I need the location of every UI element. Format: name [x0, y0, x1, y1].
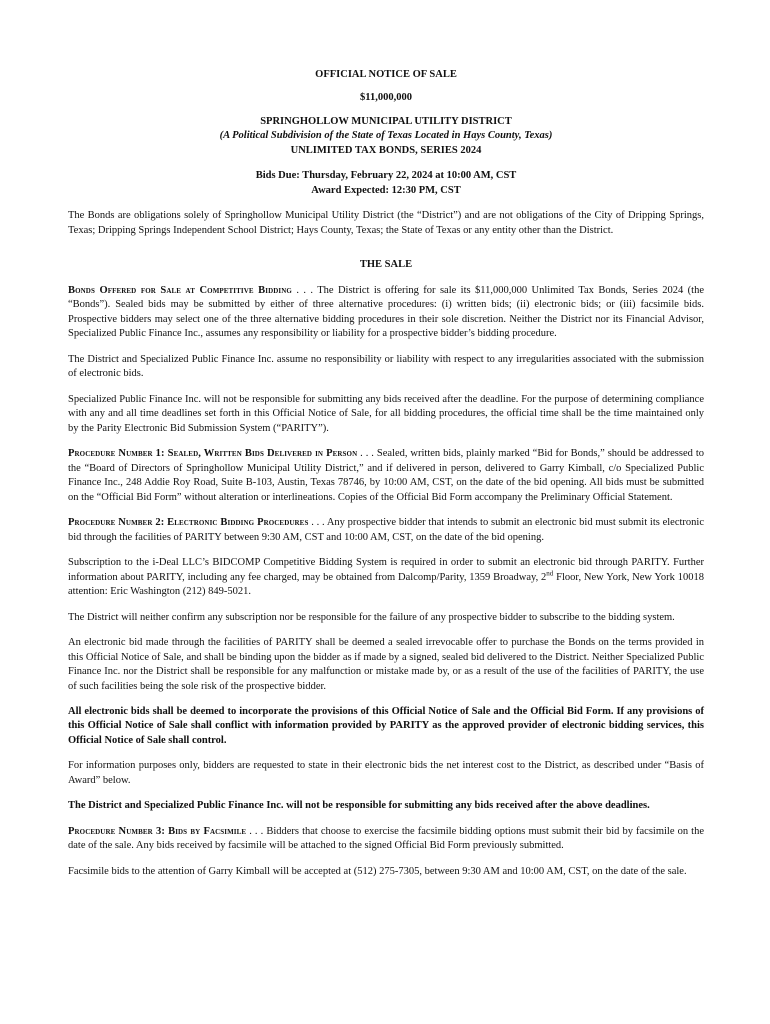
- paragraph-text: . . . Sealed, written bids, plainly marked “Bid for Bonds,” should be addressed to the “Board of Directors of Springhollow Municipal Utility District,” and if delivered in person, delivered to Garry Kimball, c/o Specialized Public Finance Inc., 248 Addie Roy Road, Suite B-103, Austin, Texas 78746, by 10:00 AM, CST, on the date of the bid opening. All bids must be submitted on the “Official Bid Form” without alteration or interlineations. Copies of the Official Bid Form accompany the Preliminary Official Statement.: [68, 448, 704, 503]
- issuer-subtitle: (A Political Subdivision of the State of Texas Located in Hays County, Texas): [219, 130, 553, 142]
- issuer-name: SPRINGHOLLOW MUNICIPAL UTILITY DISTRICT: [260, 115, 512, 127]
- paragraph-text: . . . The District is offering for sale its $11,000,000 Unlimited Tax Bonds, Series 2024 (the “Bonds”). Sealed bids may be submitted by either of three alternative procedures: (i) written bids; (ii) electronic bids; or (iii) facsimile bids. Prospective bidders may select one of the three alternative bidding procedures in their sole discretion. Neither the District nor its Financial Advisor, Specialized Public Finance Inc., assumes any responsibility or liability for a prospective bidder’s bidding procedure.: [68, 284, 704, 340]
- paragraph-subscription-confirm: The District will neither confirm any subscription nor be responsible for the failure of any prospective bidder to subscribe to the bidding system.: [68, 611, 675, 623]
- paragraph-heading: Bonds Offered for Sale at Competitive Bidding: [68, 284, 292, 296]
- paragraph-procedure-2: [68, 516, 704, 545]
- notice-title: OFFICIAL NOTICE OF SALE: [315, 69, 457, 80]
- section-heading-the-sale: THE SALE: [359, 259, 413, 271]
- intro-paragraph: The Bonds are obligations solely of Springhollow Municipal Utility District (the “District”) and are not obligations of the City of Dripping Springs, Texas; Dripping Springs Independent School District; Hays County, Texas; the State of Texas or any entity other than the District.: [68, 210, 704, 236]
- paragraph-incorporate-provisions: All electronic bids shall be deemed to incorporate the provisions of this Official Notice of Sale and the Official Bid Form. If any provisions of this Official Notice of Sale shall conflict with information provided by PARITY as the approved provider of electronic bidding services, this Official Notice of Sale shall control.: [68, 705, 704, 746]
- paragraph-information-purposes: For information purposes only, bidders are requested to state in their electronic bids the net interest cost to the District, as described under “Basis of Award” below.: [68, 760, 704, 786]
- ordinal-superscript: nd: [546, 569, 554, 578]
- paragraph-text: . . . Any prospective bidder that intends to submit an electronic bid must submit its electronic bid through the facilities of PARITY between 9:30 AM, CST and 10:00 AM, CST, on the date of the bid opening.: [68, 517, 704, 543]
- paragraph-subscription: [68, 556, 704, 599]
- paragraph-procedure-3: [68, 825, 704, 854]
- bond-amount: $11,000,000: [360, 92, 412, 104]
- paragraph-not-responsible: The District and Specialized Public Finance Inc. will not be responsible for submitting any bids received after the above deadlines.: [68, 800, 650, 812]
- paragraph-facsimile: Facsimile bids to the attention of Garry Kimball will be accepted at (512) 275-7305, between 9:30 AM and 10:00 AM, CST, on the date of the sale.: [68, 865, 687, 877]
- paragraph-responsibility: The District and Specialized Public Finance Inc. assume no responsibility or liability with respect to any irregularities associated with the submission of electronic bids.: [68, 353, 704, 380]
- paragraph-deadline: Specialized Public Finance Inc. will not be responsible for submitting any bids received after the deadline. For the purpose of determining compliance with any and all time deadlines set forth in this Official Notice of Sale, for all bidding procedures, the official time shall be the time maintained only by the Parity Electronic Bid Submission System (“PARITY”).: [68, 393, 704, 434]
- paragraph-bonds-offered: [68, 284, 704, 342]
- bids-due: Bids Due: Thursday, February 22, 2024 at 10:00 AM, CST: [255, 170, 517, 182]
- bond-series: UNLIMITED TAX BONDS, SERIES 2024: [290, 144, 482, 156]
- paragraph-electronic-bid: An electronic bid made through the facilities of PARITY shall be deemed a sealed irrevocable offer to purchase the Bonds on the terms provided in this Official Notice of Sale, and shall be binding upon the bidder as if made by a signed, sealed bid delivered to the District. Neither Specialized Public Finance Inc. nor the District shall be responsible for any malfunction or mistake made by, or as a result of the use of the facilities of PARITY, the use of such facilities being the sole risk of the prospective bidder.: [68, 637, 704, 692]
- paragraph-text: Subscription to the i-Deal LLC’s BIDCOMP Competitive Bidding System is required in order to submit an electronic bid through PARITY. Further information about PARITY, including any fee charged, may be obtained from Dalcomp/Parity, 1359 Broadway, 2: [68, 557, 704, 583]
- paragraph-heading: Procedure Number 1: Sealed, Written Bids Delivered in Person: [68, 448, 358, 460]
- paragraph-text: Floor, New York, New York 10018 attention: Eric Washington (212) 849-5021.: [68, 571, 704, 598]
- award-expected: Award Expected: 12:30 PM, CST: [311, 184, 461, 196]
- paragraph-procedure-1: [68, 447, 704, 505]
- paragraph-heading: Procedure Number 2: Electronic Bidding Procedures: [68, 517, 309, 529]
- paragraph-text: . . . Bidders that choose to exercise the facsimile bidding options must submit their bid by facsimile on the date of the sale. Any bids received by facsimile will be attached to the signed Official Bid Form previously submitted.: [68, 825, 704, 852]
- paragraph-heading: Procedure Number 3: Bids by Facsimile: [68, 825, 247, 837]
